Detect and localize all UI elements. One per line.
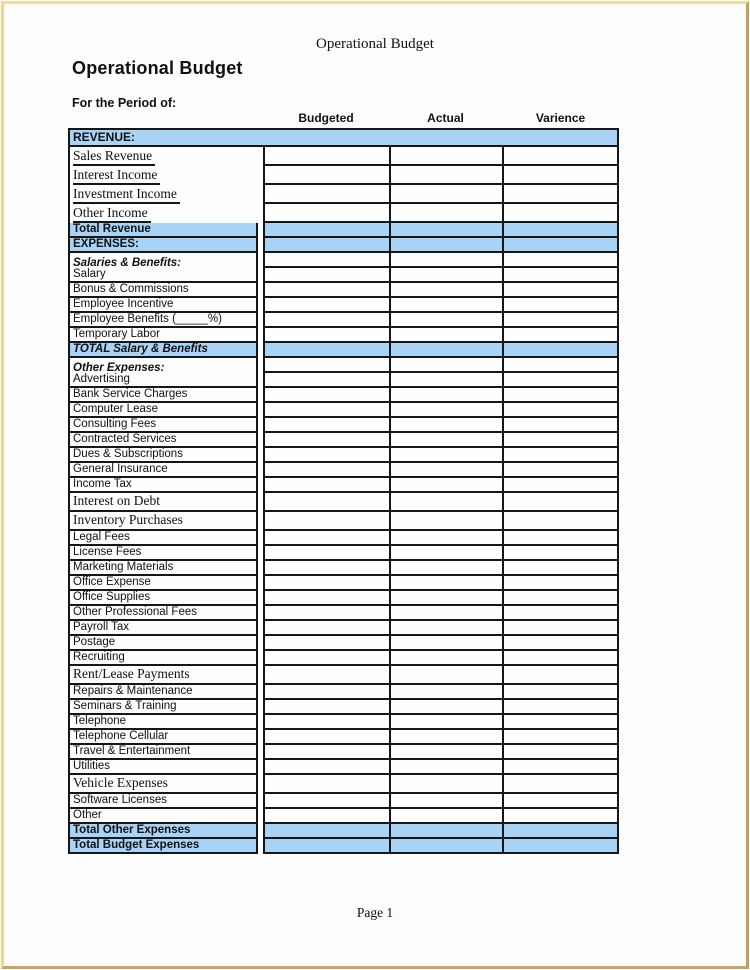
cell-varience [502, 343, 619, 358]
cell-actual [389, 685, 502, 700]
cell-actual [389, 745, 502, 760]
cell-varience [502, 328, 619, 343]
cell-actual [389, 493, 502, 512]
row-label: Bank Service Charges [68, 388, 258, 403]
section-header-cell: REVENUE: [68, 130, 619, 147]
cell-varience [502, 147, 619, 166]
cell-actual [389, 204, 502, 223]
table-row [68, 715, 619, 730]
budget-table [68, 128, 619, 854]
cell-actual [389, 147, 502, 166]
cell-budgeted [263, 147, 389, 166]
cell-actual [389, 591, 502, 606]
table-row [68, 373, 619, 388]
table-row [68, 531, 619, 546]
cell-varience [502, 166, 619, 185]
row-label: Total Other Expenses [68, 824, 258, 839]
cell-varience [502, 621, 619, 636]
underlined-label: Investment Income [73, 186, 180, 204]
cell-varience [502, 403, 619, 418]
cell-varience [502, 512, 619, 531]
cell-actual [389, 715, 502, 730]
cell-budgeted [263, 685, 389, 700]
cell-varience [502, 373, 619, 388]
cell-varience [502, 700, 619, 715]
cell-actual [389, 760, 502, 775]
cell-actual [389, 433, 502, 448]
row-label: Employee Incentive [68, 298, 258, 313]
table-row [68, 283, 619, 298]
cell-budgeted [263, 636, 389, 651]
table-row [68, 448, 619, 463]
table-row [68, 328, 619, 343]
cell-budgeted [263, 621, 389, 636]
cell-budgeted [263, 268, 389, 283]
table-row [68, 775, 619, 794]
cell-budgeted [263, 418, 389, 433]
cell-varience [502, 775, 619, 794]
cell-actual [389, 621, 502, 636]
table-row [68, 621, 619, 636]
table-row [68, 794, 619, 809]
cell-varience [502, 283, 619, 298]
period-label: For the Period of: [72, 96, 177, 110]
cell-actual [389, 651, 502, 666]
cell-varience [502, 388, 619, 403]
cell-budgeted [263, 809, 389, 824]
table-row [68, 809, 619, 824]
table-row [68, 403, 619, 418]
row-label [68, 204, 258, 223]
cell-actual [389, 775, 502, 794]
table-row [68, 358, 619, 373]
cell-budgeted [263, 561, 389, 576]
table-row [68, 238, 619, 253]
cell-actual [389, 185, 502, 204]
cell-varience [502, 760, 619, 775]
row-label: Rent/Lease Payments [68, 666, 258, 685]
cell-budgeted [263, 253, 389, 268]
cell-budgeted [263, 730, 389, 745]
row-label: Other [68, 809, 258, 824]
cell-varience [502, 253, 619, 268]
table-row [68, 546, 619, 561]
cell-varience [502, 561, 619, 576]
column-header-spacer [68, 111, 263, 125]
row-label: Salary [68, 268, 258, 283]
cell-varience [502, 824, 619, 839]
cell-budgeted [263, 760, 389, 775]
row-label: Software Licenses [68, 794, 258, 809]
table-row [68, 313, 619, 328]
cell-budgeted [263, 238, 389, 253]
cell-varience [502, 223, 619, 238]
cell-varience [502, 238, 619, 253]
cell-varience [502, 433, 619, 448]
table-row [68, 343, 619, 358]
row-label: Telephone Cellular [68, 730, 258, 745]
cell-actual [389, 358, 502, 373]
row-label: Repairs & Maintenance [68, 685, 258, 700]
cell-budgeted [263, 433, 389, 448]
cell-actual [389, 238, 502, 253]
table-row [68, 700, 619, 715]
cell-budgeted [263, 463, 389, 478]
cell-budgeted [263, 591, 389, 606]
row-label: License Fees [68, 546, 258, 561]
cell-actual [389, 313, 502, 328]
cell-actual [389, 298, 502, 313]
cell-budgeted [263, 775, 389, 794]
cell-varience [502, 268, 619, 283]
row-label [68, 147, 258, 166]
row-label [68, 185, 258, 204]
cell-varience [502, 418, 619, 433]
cell-actual [389, 666, 502, 685]
underlined-label: Other Income [73, 205, 151, 223]
cell-budgeted [263, 493, 389, 512]
cell-actual [389, 809, 502, 824]
cell-actual [389, 223, 502, 238]
cell-actual [389, 448, 502, 463]
cell-varience [502, 204, 619, 223]
table-row [68, 478, 619, 493]
row-label: Office Supplies [68, 591, 258, 606]
cell-varience [502, 478, 619, 493]
row-label: Advertising [68, 373, 258, 388]
column-headers [68, 111, 619, 125]
cell-budgeted [263, 166, 389, 185]
table-row [68, 185, 619, 204]
cell-actual [389, 531, 502, 546]
cell-actual [389, 561, 502, 576]
cell-actual [389, 388, 502, 403]
cell-budgeted [263, 298, 389, 313]
cell-varience [502, 546, 619, 561]
cell-varience [502, 576, 619, 591]
table-row [68, 576, 619, 591]
cell-varience [502, 358, 619, 373]
cell-actual [389, 636, 502, 651]
row-label: Computer Lease [68, 403, 258, 418]
row-label: Bonus & Commissions [68, 283, 258, 298]
row-label: Other Professional Fees [68, 606, 258, 621]
cell-budgeted [263, 313, 389, 328]
cell-budgeted [263, 388, 389, 403]
cell-actual [389, 166, 502, 185]
cell-budgeted [263, 606, 389, 621]
cell-budgeted [263, 824, 389, 839]
cell-varience [502, 463, 619, 478]
cell-budgeted [263, 546, 389, 561]
row-label: Office Expense [68, 576, 258, 591]
table-row [68, 636, 619, 651]
column-header-actual: Actual [427, 111, 464, 125]
document-header-title: Operational Budget [316, 36, 434, 52]
cell-varience [502, 685, 619, 700]
cell-varience [502, 636, 619, 651]
table-row [68, 388, 619, 403]
table-row [68, 268, 619, 283]
row-label: Legal Fees [68, 531, 258, 546]
row-label: EXPENSES: [68, 238, 258, 253]
cell-budgeted [263, 715, 389, 730]
cell-actual [389, 576, 502, 591]
page-title: Operational Budget [72, 58, 243, 78]
cell-budgeted [263, 373, 389, 388]
cell-varience [502, 730, 619, 745]
cell-varience [502, 839, 619, 854]
row-label: Telephone [68, 715, 258, 730]
cell-actual [389, 794, 502, 809]
row-label: Income Tax [68, 478, 258, 493]
cell-actual [389, 546, 502, 561]
table-row [68, 666, 619, 685]
row-label: TOTAL Salary & Benefits [68, 343, 258, 358]
row-label: Total Budget Expenses [68, 839, 258, 854]
cell-varience [502, 745, 619, 760]
row-label: Marketing Materials [68, 561, 258, 576]
table-row [68, 839, 619, 854]
table-row [68, 130, 619, 147]
row-label: Utilities [68, 760, 258, 775]
cell-varience [502, 531, 619, 546]
underlined-label: Interest Income [73, 167, 160, 185]
cell-budgeted [263, 283, 389, 298]
cell-budgeted [263, 478, 389, 493]
column-header-budgeted: Budgeted [298, 111, 354, 125]
row-label: Employee Benefits (_____%) [68, 313, 258, 328]
table-row [68, 606, 619, 621]
cell-budgeted [263, 576, 389, 591]
cell-budgeted [263, 185, 389, 204]
cell-actual [389, 606, 502, 621]
page-number: Page 1 [356, 905, 394, 920]
table-row [68, 418, 619, 433]
cell-budgeted [263, 343, 389, 358]
table-row [68, 223, 619, 238]
cell-varience [502, 493, 619, 512]
table-row [68, 493, 619, 512]
row-label: Payroll Tax [68, 621, 258, 636]
row-label: Dues & Subscriptions [68, 448, 258, 463]
cell-actual [389, 700, 502, 715]
table-row [68, 561, 619, 576]
cell-budgeted [263, 512, 389, 531]
cell-budgeted [263, 666, 389, 685]
cell-varience [502, 606, 619, 621]
cell-budgeted [263, 700, 389, 715]
table-row [68, 253, 619, 268]
table-row [68, 824, 619, 839]
row-label: Consulting Fees [68, 418, 258, 433]
cell-budgeted [263, 403, 389, 418]
row-label: Seminars & Training [68, 700, 258, 715]
cell-varience [502, 448, 619, 463]
underlined-label: Salaries & Benefits: [73, 258, 183, 268]
row-label: Temporary Labor [68, 328, 258, 343]
cell-budgeted [263, 204, 389, 223]
table-row [68, 166, 619, 185]
table-row [68, 298, 619, 313]
row-label [68, 253, 258, 268]
cell-actual [389, 478, 502, 493]
cell-budgeted [263, 531, 389, 546]
cell-actual [389, 839, 502, 854]
cell-actual [389, 824, 502, 839]
cell-varience [502, 651, 619, 666]
row-label: Contracted Services [68, 433, 258, 448]
row-label: Interest on Debt [68, 493, 258, 512]
cell-actual [389, 730, 502, 745]
row-label: Inventory Purchases [68, 512, 258, 531]
row-label [68, 166, 258, 185]
row-label [68, 358, 258, 373]
cell-budgeted [263, 839, 389, 854]
cell-budgeted [263, 745, 389, 760]
cell-actual [389, 343, 502, 358]
row-label: Travel & Entertainment [68, 745, 258, 760]
table-row [68, 463, 619, 478]
cell-actual [389, 253, 502, 268]
row-label: Postage [68, 636, 258, 651]
table-row [68, 147, 619, 166]
table-row [68, 433, 619, 448]
cell-actual [389, 328, 502, 343]
cell-budgeted [263, 223, 389, 238]
cell-actual [389, 418, 502, 433]
cell-actual [389, 373, 502, 388]
column-header-varience: Varience [535, 111, 586, 125]
table-row [68, 685, 619, 700]
table-row [68, 651, 619, 666]
table-row [68, 591, 619, 606]
cell-budgeted [263, 651, 389, 666]
cell-varience [502, 794, 619, 809]
cell-varience [502, 313, 619, 328]
cell-varience [502, 591, 619, 606]
cell-varience [502, 185, 619, 204]
table-row [68, 512, 619, 531]
cell-budgeted [263, 448, 389, 463]
cell-actual [389, 403, 502, 418]
cell-budgeted [263, 794, 389, 809]
table-row [68, 204, 619, 223]
cell-budgeted [263, 358, 389, 373]
cell-varience [502, 715, 619, 730]
cell-budgeted [263, 328, 389, 343]
cell-varience [502, 809, 619, 824]
cell-actual [389, 283, 502, 298]
cell-varience [502, 666, 619, 685]
underlined-label: Other Expenses: [73, 363, 166, 373]
underlined-label: Sales Revenue [73, 148, 155, 166]
table-row [68, 745, 619, 760]
cell-actual [389, 463, 502, 478]
row-label: Total Revenue [68, 223, 258, 238]
row-label: Vehicle Expenses [68, 775, 258, 794]
cell-varience [502, 298, 619, 313]
row-label: Recruiting [68, 651, 258, 666]
cell-actual [389, 268, 502, 283]
table-row [68, 730, 619, 745]
table-row [68, 760, 619, 775]
cell-actual [389, 512, 502, 531]
row-label: General Insurance [68, 463, 258, 478]
